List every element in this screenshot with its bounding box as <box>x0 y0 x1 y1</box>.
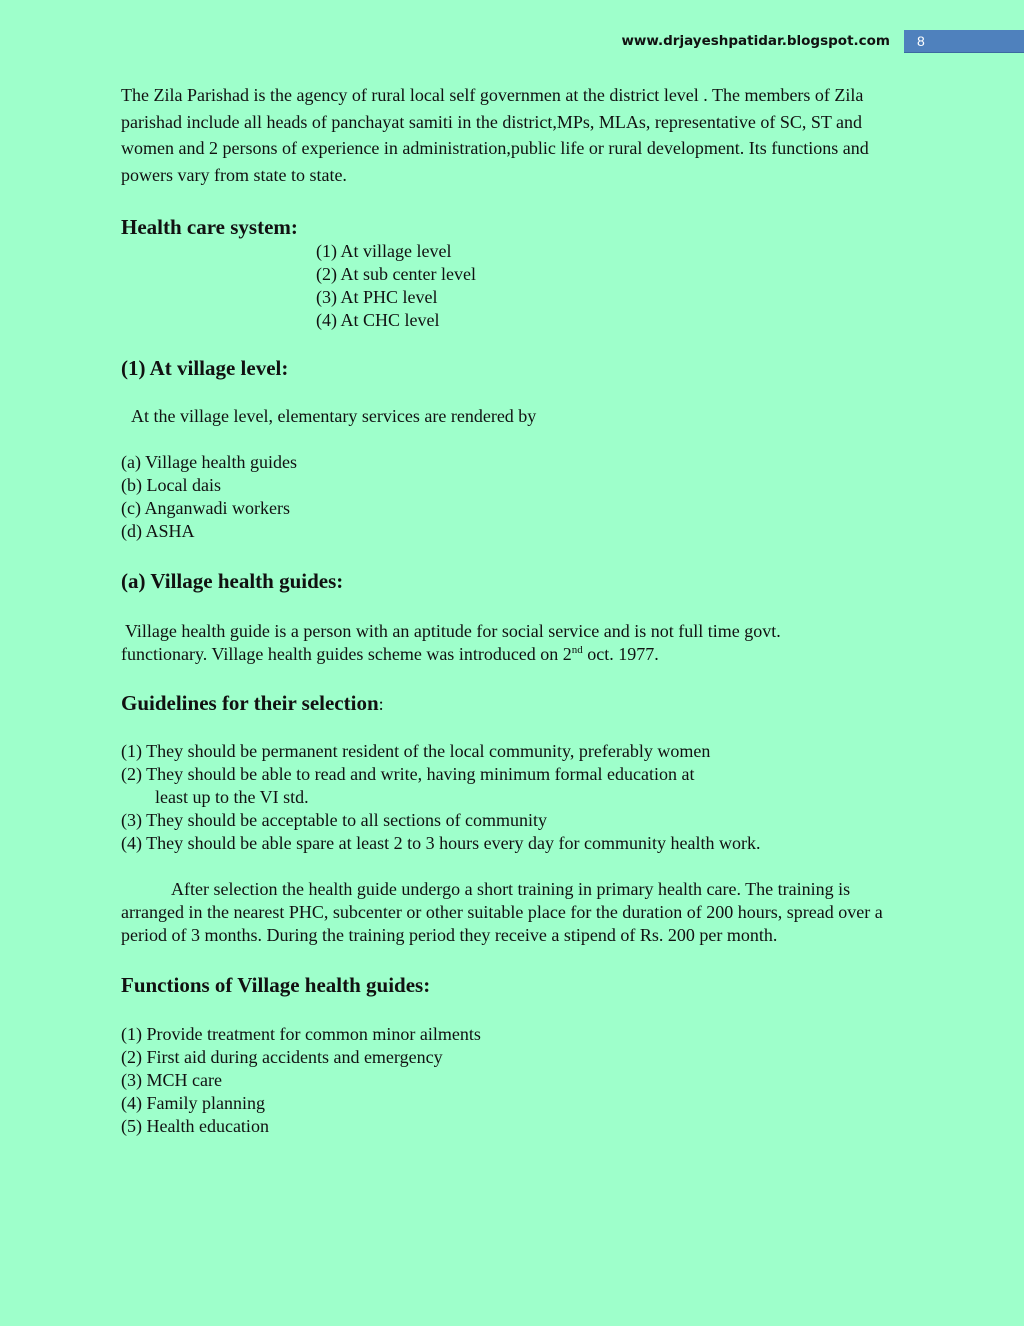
village-level-heading: (1) At village level: <box>121 356 289 380</box>
village-level-text: At the village level, elementary services are rendered by <box>131 406 537 426</box>
functions-heading: Functions of Village health guides: <box>121 973 431 997</box>
document-body <box>121 82 901 1138</box>
page-number: 8 <box>917 33 925 49</box>
list-item: (2) First aid during accidents and emergency <box>121 1047 443 1067</box>
header-url: www.drjayeshpatidar.blogspot.com <box>621 33 890 49</box>
vhg-paragraph <box>121 620 871 666</box>
list-item: (3) MCH care <box>121 1070 222 1090</box>
list-item: (3) They should be acceptable to all sections of community <box>121 810 548 830</box>
list-item: (d) ASHA <box>121 521 195 541</box>
training-paragraph: After selection the health guide undergo a short training in primary health care. The training is arranged in the nearest PHC, subcenter or other suitable place for the duration of 200 hours, spread over a period of 3 months. During the training period they receive a stipend of Rs. 200 per month. <box>121 879 883 945</box>
list-item: (3) At PHC level <box>316 287 438 307</box>
list-item: (1) Provide treatment for common minor ailments <box>121 1024 481 1044</box>
list-item: (b) Local dais <box>121 475 221 495</box>
list-item: (1) They should be permanent resident of the local community, preferably women <box>121 741 711 761</box>
list-item-continuation: least up to the VI std. <box>155 787 309 807</box>
vhg-text-sup: nd <box>571 644 583 656</box>
health-care-list <box>121 240 901 332</box>
list-item: (2) They should be able to read and write, having minimum formal education at <box>121 764 695 784</box>
list-item: (4) Family planning <box>121 1093 265 1113</box>
health-care-heading: Health care system: <box>121 215 298 239</box>
vhg-text-part2: oct. 1977. <box>582 644 659 664</box>
list-item: (4) They should be able spare at least 2 to 3 hours every day for community health work. <box>121 833 761 853</box>
village-level-list <box>121 451 901 543</box>
list-item: (c) Anganwadi workers <box>121 498 290 518</box>
vhg-text-part1: Village health guide is a person with an aptitude for social service and is not full time govt. functionary. Village health guides scheme was introduced on 2 <box>121 621 781 664</box>
list-item: (1) At village level <box>316 241 452 261</box>
guidelines-heading-text: Guidelines for their selection <box>121 691 379 715</box>
list-item: (a) Village health guides <box>121 452 298 472</box>
guidelines-heading <box>121 690 901 717</box>
list-item: (5) Health education <box>121 1116 269 1136</box>
guidelines-heading-suffix: : <box>378 694 384 714</box>
functions-list <box>121 1023 901 1138</box>
page-number-box <box>904 30 1024 53</box>
intro-paragraph: The Zila Parishad is the agency of rural local self governmen at the district level . The members of Zila parishad include all heads of panchayat samiti in the district,MPs, MLAs, representative of SC, ST and women and 2 persons of experience in administration,public life or rural development. Its functions and powers vary from state to state. <box>121 85 869 185</box>
list-item: (2) At sub center level <box>316 264 476 284</box>
vhg-heading: (a) Village health guides: <box>121 569 344 593</box>
list-item: (4) At CHC level <box>316 310 440 330</box>
guidelines-list <box>121 740 901 855</box>
